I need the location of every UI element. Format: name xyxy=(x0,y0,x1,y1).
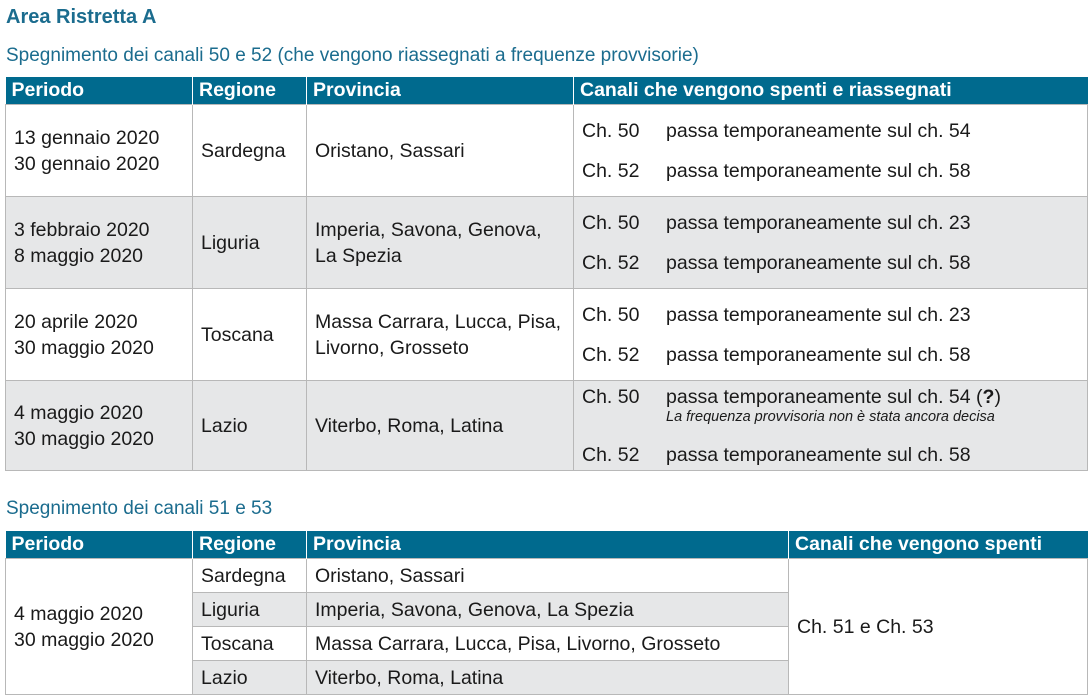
periodo-cell xyxy=(6,197,193,289)
header-regione: Regione xyxy=(193,77,307,105)
periodo-cell xyxy=(6,289,193,381)
date-from: 4 maggio 2020 xyxy=(14,401,144,424)
section2-subtitle: Spegnimento dei canali 51 e 53 xyxy=(6,498,273,519)
regione-cell: Toscana xyxy=(193,289,307,381)
table-row xyxy=(6,381,1088,471)
date-to: 30 maggio 2020 xyxy=(14,336,154,359)
channel-label: Ch. 52 xyxy=(582,343,640,366)
regione-cell: Liguria xyxy=(193,593,307,627)
regione-cell: Lazio xyxy=(193,661,307,695)
periodo-cell xyxy=(6,105,193,197)
provincia-cell: Oristano, Sassari xyxy=(307,559,789,593)
closing-paren: ) xyxy=(994,385,1001,408)
regione-cell: Toscana xyxy=(193,627,307,661)
date-to: 30 maggio 2020 xyxy=(14,628,154,651)
periodo-cell xyxy=(6,381,193,471)
provincia-cell: Imperia, Savona, Genova, La Spezia xyxy=(307,593,789,627)
provincia-cell: Viterbo, Roma, Latina xyxy=(307,661,789,695)
question-mark: ? xyxy=(982,385,995,408)
date-from: 4 maggio 2020 xyxy=(14,602,144,625)
provincia-cell: Massa Carrara, Lucca, Pisa, Livorno, Grosseto xyxy=(307,627,789,661)
header-provincia: Provincia xyxy=(307,531,789,559)
channel-label: Ch. 52 xyxy=(582,159,640,182)
channel-text: passa temporaneamente sul ch. 54 xyxy=(666,119,971,142)
table-row xyxy=(6,105,1088,197)
channel-text: passa temporaneamente sul ch. 58 xyxy=(666,159,971,182)
channel-label: Ch. 50 xyxy=(582,211,640,234)
header-regione: Regione xyxy=(193,531,307,559)
canali-cell xyxy=(574,105,1088,197)
periodo-cell xyxy=(6,559,193,695)
table-row xyxy=(6,197,1088,289)
canali-cell xyxy=(574,381,1088,471)
section1-subtitle: Spegnimento dei canali 50 e 52 (che vengono riassegnati a frequenze provvisorie) xyxy=(6,45,699,66)
channel-text: passa temporaneamente sul ch. 23 xyxy=(666,303,971,326)
date-to: 30 maggio 2020 xyxy=(14,427,154,450)
table-row xyxy=(6,289,1088,381)
header-periodo: Periodo xyxy=(6,531,193,559)
channel-text: passa temporaneamente sul ch. 58 xyxy=(666,443,971,466)
table-header-row xyxy=(6,77,1088,105)
provincia-cell: Oristano, Sassari xyxy=(307,105,574,197)
table-row xyxy=(6,559,1088,593)
header-provincia: Provincia xyxy=(307,77,574,105)
regione-cell: Lazio xyxy=(193,381,307,471)
canali-cell xyxy=(574,197,1088,289)
provincia-cell: Imperia, Savona, Genova, La Spezia xyxy=(307,197,574,289)
header-canali: Canali che vengono spenti e riassegnati xyxy=(574,77,1088,105)
regione-cell: Liguria xyxy=(193,197,307,289)
channel-label: Ch. 50 xyxy=(582,303,640,326)
channel-text: passa temporaneamente sul ch. 23 xyxy=(666,211,971,234)
channel-text: passa temporaneamente sul ch. 58 xyxy=(666,251,971,274)
date-from: 20 aprile 2020 xyxy=(14,310,138,333)
date-to: 30 gennaio 2020 xyxy=(14,152,160,175)
header-canali: Canali che vengono spenti xyxy=(789,531,1088,559)
channel-label: Ch. 50 xyxy=(582,119,640,142)
channel-note: La frequenza provvisoria non è stata ancora decisa xyxy=(666,408,995,425)
table-spegnimento xyxy=(5,531,1088,695)
provincia-cell: Viterbo, Roma, Latina xyxy=(307,381,574,471)
date-from: 13 gennaio 2020 xyxy=(14,126,160,149)
page-title: Area Ristretta A xyxy=(6,6,157,28)
table-riassegnazione xyxy=(5,77,1088,471)
table-header-row xyxy=(6,531,1088,559)
channel-text: passa temporaneamente sul ch. 54 ( xyxy=(666,385,983,408)
date-to: 8 maggio 2020 xyxy=(14,244,144,267)
channel-label: Ch. 52 xyxy=(582,443,640,466)
channel-text: passa temporaneamente sul ch. 58 xyxy=(666,343,971,366)
provincia-cell: Massa Carrara, Lucca, Pisa, Livorno, Grosseto xyxy=(307,289,574,381)
regione-cell: Sardegna xyxy=(193,105,307,197)
header-periodo: Periodo xyxy=(6,77,193,105)
channel-label: Ch. 50 xyxy=(582,385,640,408)
channel-label: Ch. 52 xyxy=(582,251,640,274)
canali-cell xyxy=(574,289,1088,381)
regione-cell: Sardegna xyxy=(193,559,307,593)
canali-cell: Ch. 51 e Ch. 53 xyxy=(789,559,1088,695)
date-from: 3 febbraio 2020 xyxy=(14,218,150,241)
